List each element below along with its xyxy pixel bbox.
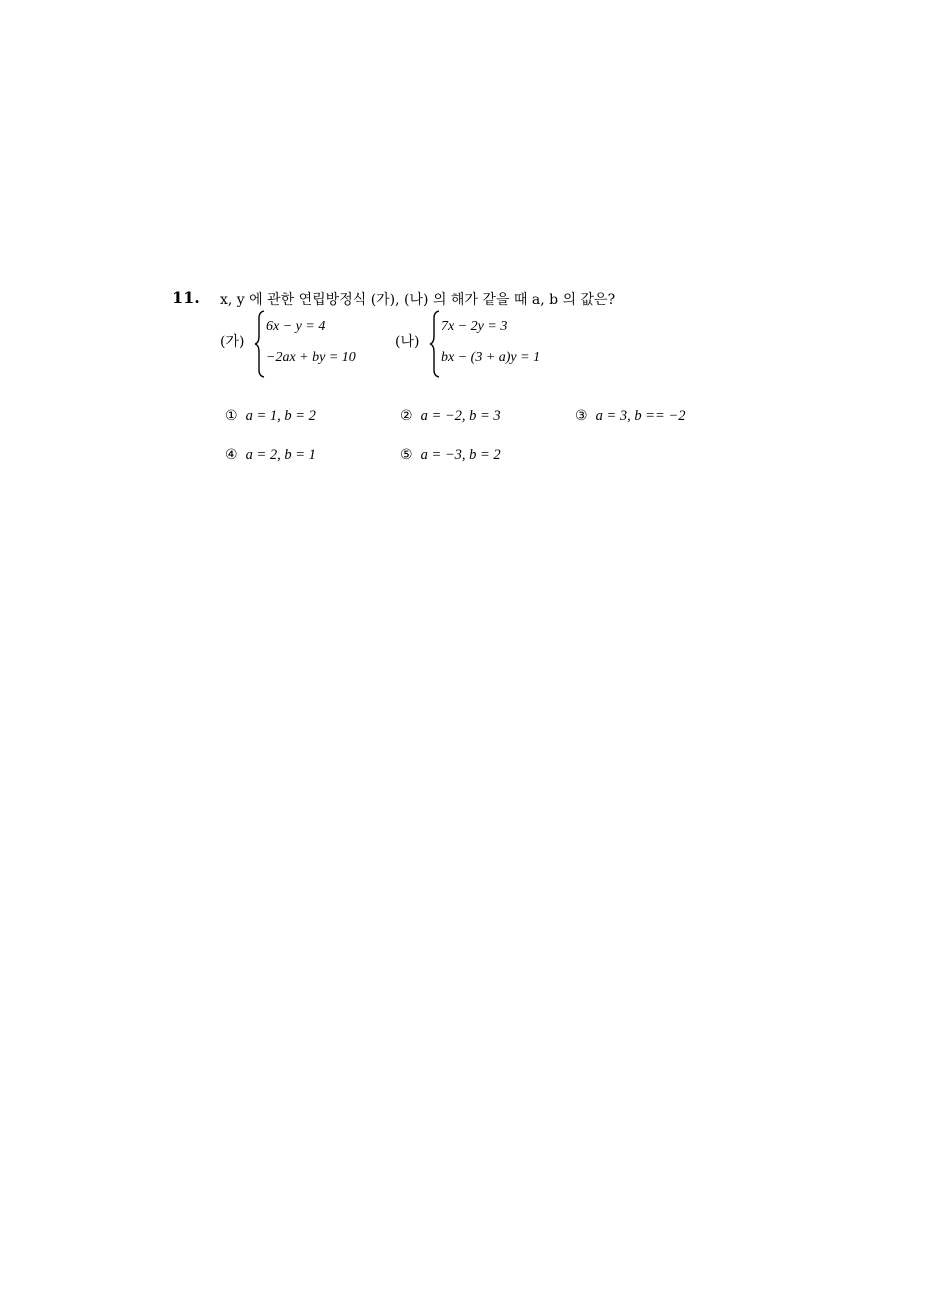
equation-na-1: 7x − 2y = 3: [441, 319, 508, 334]
choice-number: ④: [225, 447, 238, 463]
choice-text: a = −2, b = 3: [420, 408, 501, 424]
choice-number: ③: [575, 408, 588, 424]
choice-text: a = 1, b = 2: [245, 408, 316, 424]
equation-system-na: [395, 310, 575, 378]
equation-ga-1: 6x − y = 4: [266, 319, 326, 334]
equation-na-2: bx − (3 + a)y = 1: [441, 350, 541, 365]
choice-3[interactable]: [575, 408, 685, 425]
choice-text: a = 2, b = 1: [245, 447, 316, 463]
question-text: x, y 에 관한 연립방정식 (가), (나) 의 해가 같을 때 a, b 의 값은?: [220, 292, 616, 308]
equation-system-ga: [220, 310, 390, 378]
choice-text: a = 3, b == −2: [595, 408, 686, 424]
choice-text: a = −3, b = 2: [420, 447, 501, 463]
left-brace-icon: [429, 310, 441, 378]
problem-number: 11.: [172, 288, 200, 307]
choice-4[interactable]: [225, 447, 316, 464]
choice-number: ⑤: [400, 447, 413, 463]
choice-1[interactable]: [225, 408, 316, 425]
system-label-ga: (가): [220, 334, 245, 350]
equation-ga-2: −2ax + by = 10: [266, 350, 356, 365]
choice-5[interactable]: [400, 447, 501, 464]
system-label-na: (나): [395, 334, 420, 350]
left-brace-icon: [254, 310, 266, 378]
choice-number: ①: [225, 408, 238, 424]
choice-2[interactable]: [400, 408, 501, 425]
choice-number: ②: [400, 408, 413, 424]
